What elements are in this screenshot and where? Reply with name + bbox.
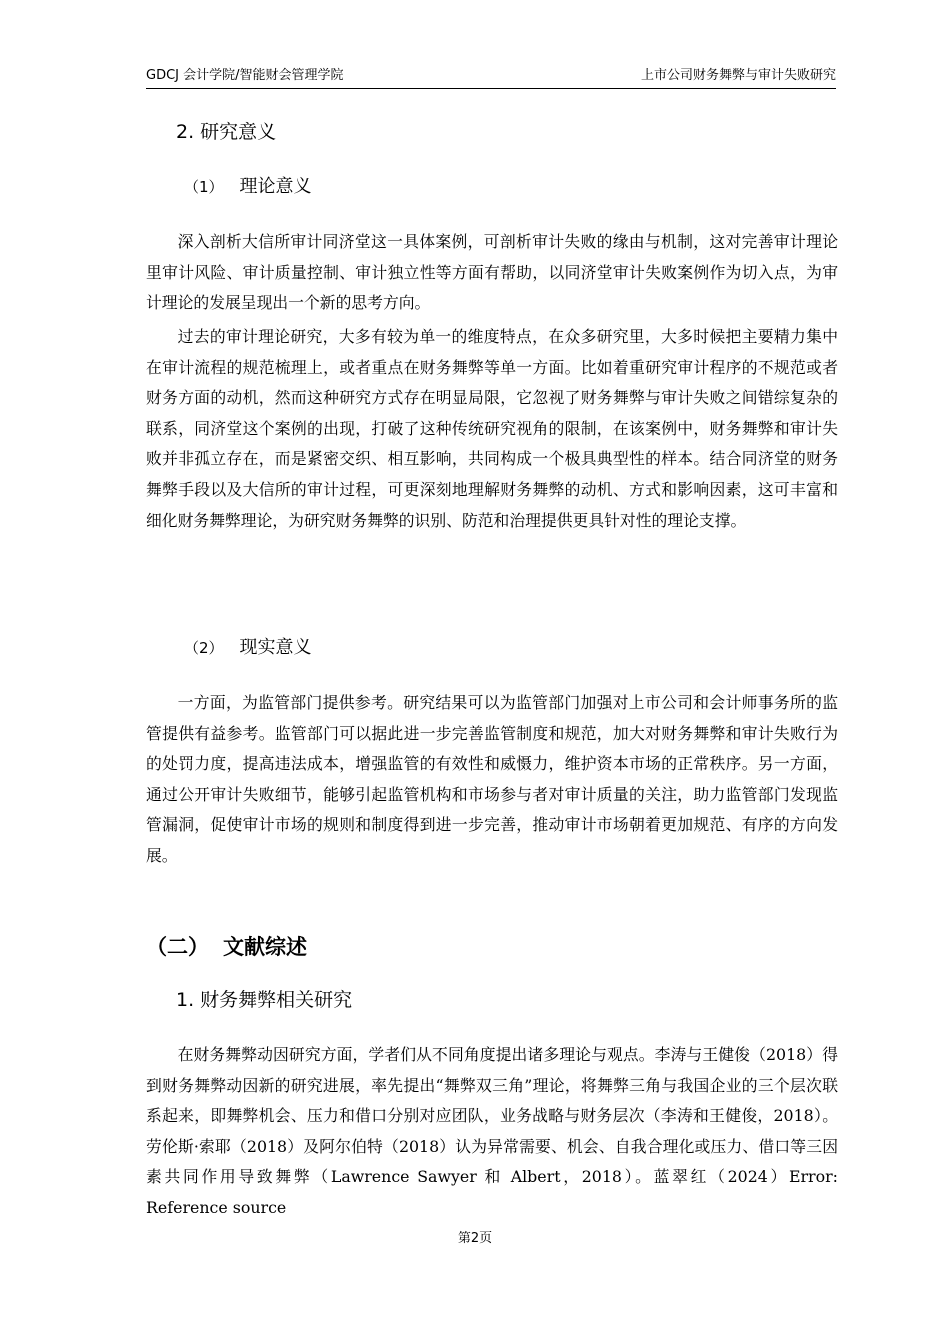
heading-research-significance: 2. 研究意义 — [176, 121, 277, 143]
heading-literature-review — [146, 932, 307, 962]
header-right-text: 上市公司财务舞弊与审计失败研究 — [640, 68, 836, 83]
paragraph: 深入剖析大信所审计同济堂这一具体案例，可剖析审计失败的缘由与机制，这对完善审计理论里审计风险、审计质量控制、审计独立性等方面有帮助，以同济堂审计失败案例作为切入点，为审计理论的发展呈现出一个新的思考方向。 — [146, 232, 838, 313]
paragraph: 过去的审计理论研究，大多有较为单一的维度特点，在众多研究里，大多时候把主要精力集中在审计流程的规范梳理上，或者重点在财务舞弊等单一方面。比如着重研究审计程序的不规范或者财务方面的动机，然而这种研究方式存在明显局限，它忽视了财务舞弊与审计失败之间错综复杂的联系，同济堂这个案例的出现，打破了这种传统研究视角的限制，在该案例中，财务舞弊和审计失败并非孤立存在，而是紧密交织、相互影响，共同构成一个极具典型性的样本。结合同济堂的财务舞弊手段以及大信所的审计过程，可更深刻地理解财务舞弊的动机、方式和影响因素，这可丰富和细化财务舞弊理论，为研究财务舞弊的识别、防范和治理提供更具针对性的理论支撑。 — [146, 327, 838, 530]
heading-text: 理论意义 — [239, 176, 312, 197]
paragraph: 一方面，为监管部门提供参考。研究结果可以为监管部门加强对上市公司和会计师事务所的监管提供有益参考。监管部门可以据此进一步完善监管制度和规范，加大对财务舞弊和审计失败行为的处罚力度，提高违法成本，增强监管的有效性和威慑力，维护资本市场的正常秩序。另一方面，通过公开审计失败细节，能够引起监管机构和市场参与者对审计质量的关注，助力监管部门发现监管漏洞，促使审计市场的规则和制度得到进一步完善，推动审计市场朝着更加规范、有序的方向发展。 — [146, 693, 838, 865]
heading-financial-fraud-research: 1. 财务舞弊相关研究 — [176, 989, 353, 1011]
heading-text: 文献综述 — [223, 935, 307, 959]
heading-text: 现实意义 — [239, 637, 312, 658]
paragraph: 在财务舞弊动因研究方面，学者们从不同角度提出诸多理论与观点。李涛与王健俊（2018）得到财务舞弊动因新的研究进展，率先提出“舞弊双三角”理论，将舞弊三角与我国企业的三个层次联系起来，即舞弊机会、压力和借口分别对应团队，业务战略与财务层次（李涛和王健俊，2018）。劳伦斯·索耶（2018）及阿尔伯特（2018）认为异常需要、机会、自我合理化或压力、借口等三因素共同作用导致舞弊（Lawrence Sawyer 和 Albert，2018）。蓝翠红（2024）Error: Reference source — [146, 1045, 838, 1217]
heading-number: （1） — [184, 178, 224, 196]
heading-practical-significance — [184, 635, 312, 661]
page-number: 第2页 — [457, 1231, 493, 1246]
header-left-text: GDCJ 会计学院/智能财会管理学院 — [146, 68, 344, 83]
heading-number: （2） — [184, 639, 224, 657]
page-header — [146, 66, 836, 89]
heading-number: （二） — [146, 935, 209, 959]
heading-theoretical-significance — [184, 174, 312, 200]
